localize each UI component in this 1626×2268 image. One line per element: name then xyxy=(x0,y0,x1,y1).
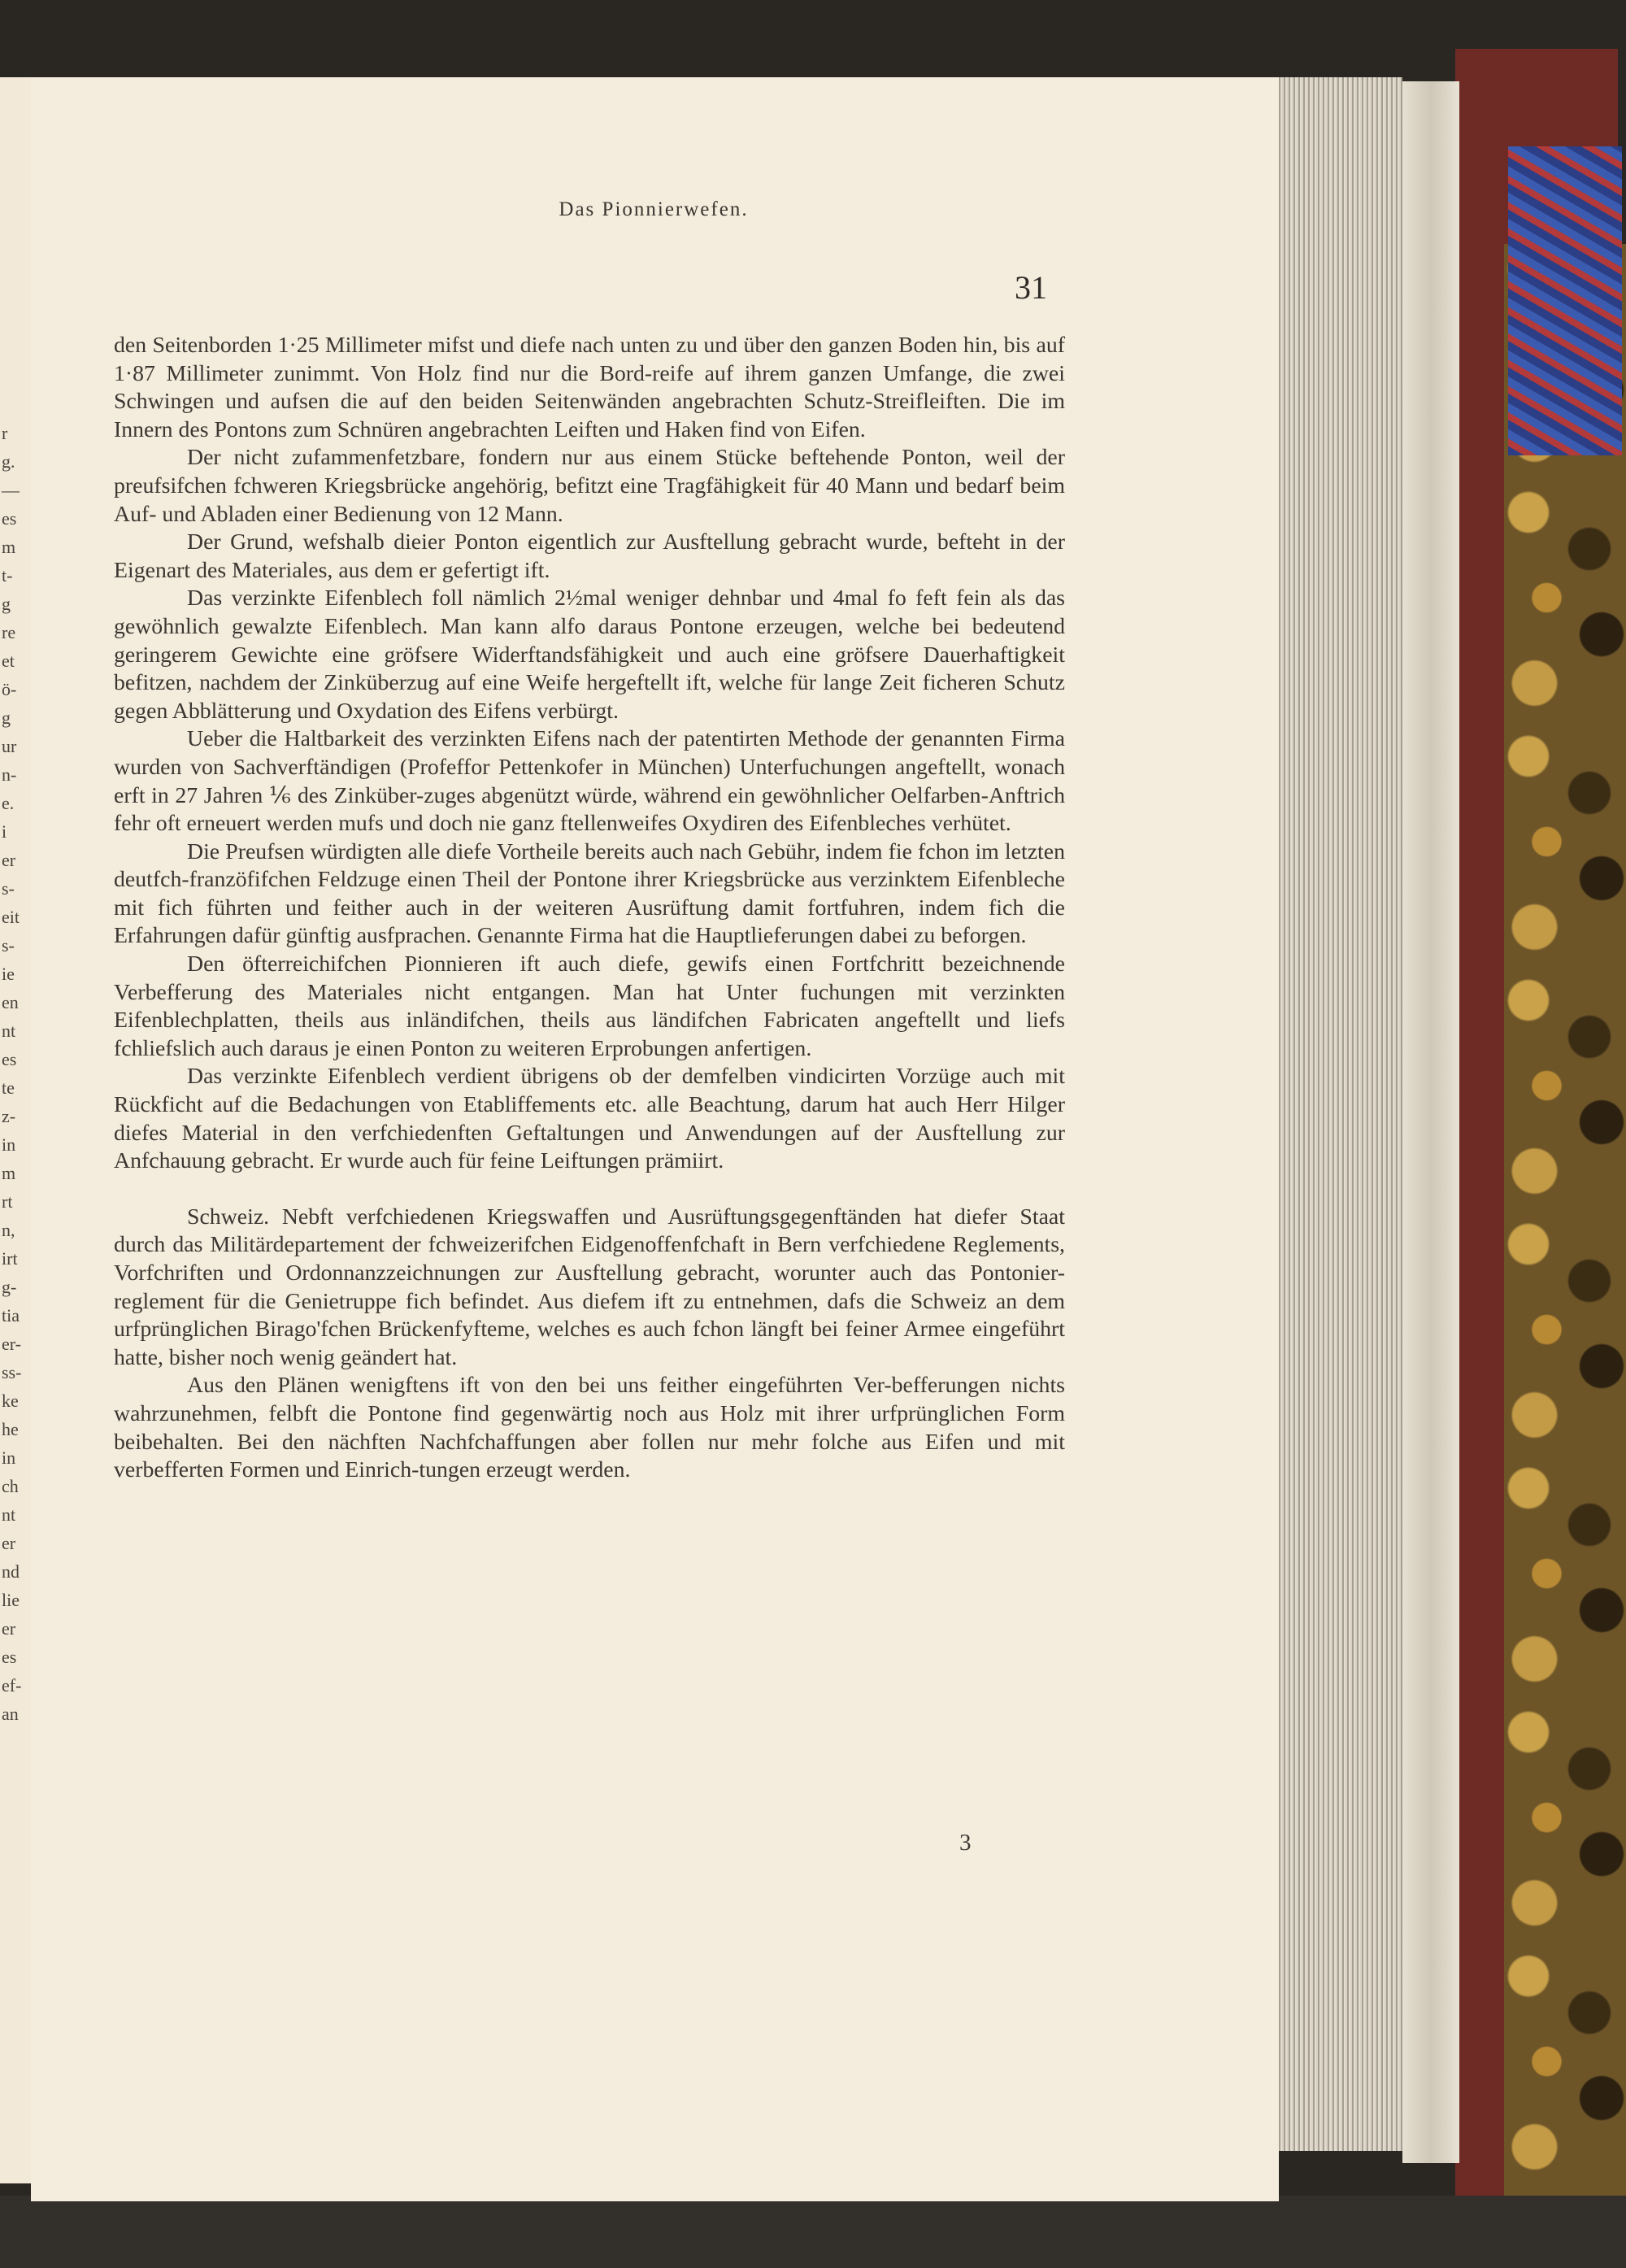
paragraph: Das verzinkte Eifenblech verdient übrigens ob der demfelben vindicirten Vorzüge auch mit Rückficht auf die Bedachungen von Etabliffements etc. alle Beachtung, darum hat auch Herr Hilger diefes Material in den verfchiedenften Geftaltungen und Anwendungen auf der Ausftellung zur Anfchauung gebracht. Er wurde auch für feine Leiftungen prämiirt. xyxy=(114,1064,1065,1174)
signature-mark: 3 xyxy=(959,1830,972,1856)
body-text xyxy=(114,332,1065,1485)
margin-fragment: er xyxy=(2,850,16,870)
page-block-end xyxy=(1402,81,1459,2163)
margin-fragment: z- xyxy=(2,1106,16,1126)
margin-fragment: lie xyxy=(2,1590,20,1610)
margin-fragment: nt xyxy=(2,1504,16,1525)
paragraph: Den öfterreichifchen Pionnieren ift auch diefe, gewifs einen Fortfchritt bezeichnende Verbefferung des Materiales nicht entgangen. Man hat Unter fuchungen mit verzinkten Eifenblechplatten, theils aus inländifchen, theils aus ländifchen Fabricaten angeftellt und liefs fchliefslich auch daraus je einen Ponton zu weiteren Erprobungen anfertigen. xyxy=(114,951,1065,1061)
left-page-sliver xyxy=(0,77,31,2183)
margin-fragment: he xyxy=(2,1419,19,1439)
margin-fragment: s- xyxy=(2,935,15,956)
page-number: 31 xyxy=(1015,269,1047,306)
margin-fragment: — xyxy=(2,480,20,500)
margin-fragment: g xyxy=(2,594,11,614)
margin-fragment: s- xyxy=(2,878,15,899)
margin-fragment: re xyxy=(2,622,16,642)
paragraph: Das verzinkte Eifenblech foll nämlich 2½mal weniger dehnbar und 4mal fo feft fein als das gewöhnlich gewalzte Eifenblech. Man kann alfo daraus Pontone erzeugen, welche bei bedeutend geringerem Gewichte eine gröfsere Widerftandsfähigkeit und auch eine gröfsere Dauerhaftigkeit befitzen, nachdem der Zinküberzug auf eine Weife hergeftellt ift, welche für lange Zeit ficheren Schutz gegen Abblätterung und Oxydation des Eifens verbürgt. xyxy=(114,586,1065,724)
marbled-endpaper xyxy=(1504,244,1626,2196)
paragraph: den Seitenborden 1·25 Millimeter mifst und diefe nach unten zu und über den ganzen Boden hin, bis auf 1·87 Millimeter zunimmt. Von Holz find nur die Bord-reife auf ihrem ganzen Umfange, die zwei Schwingen und aufsen die auf den beiden Seitenwänden angebrachten Schutz-Streifleiften. Die im Innern des Pontons zum Schnüren angebrachten Leiften und Haken find von Eifen. xyxy=(114,333,1065,442)
margin-fragment: e. xyxy=(2,793,15,813)
margin-fragment: g xyxy=(2,707,11,728)
margin-fragment: es xyxy=(2,1647,17,1667)
margin-fragment: es xyxy=(2,508,17,529)
margin-fragment: ke xyxy=(2,1391,19,1411)
margin-fragment: et xyxy=(2,651,15,671)
left-page-margin-text xyxy=(0,419,31,1728)
margin-fragment: ch xyxy=(2,1476,19,1496)
margin-fragment: ss- xyxy=(2,1362,22,1382)
margin-fragment: ö- xyxy=(2,679,17,699)
book-cover-bottom xyxy=(0,2196,1626,2268)
margin-fragment: ef- xyxy=(2,1675,22,1696)
margin-fragment: i xyxy=(2,821,7,842)
paragraph: Der nicht zufammenfetzbare, fondern nur aus einem Stücke beftehende Ponton, weil der preufsifchen fchweren Kriegsbrücke angehörig, befitzt eine Tragfähigkeit für 40 Mann und bedarf beim Auf- und Abladen einer Bedienung von 12 Mann. xyxy=(114,445,1065,527)
margin-fragment: tia xyxy=(2,1305,20,1326)
margin-fragment: en xyxy=(2,992,19,1012)
margin-fragment: er- xyxy=(2,1334,21,1354)
paragraph: Ueber die Haltbarkeit des verzinkten Eifens nach der patentirten Methode der genannten Firma wurden von Sachverftändigen (Profeffor Pettenkofer in München) Unterfuchungen angeftellt, wonach erft in 27 Jahren ⅙ des Zinküber-zuges abgenützt würde, während ein gewöhnlicher Oelfarben-Anftrich fehr oft erneuert werden mufs und doch nie ganz ftellenweifes Oxydiren des Eifenbleches verhütet. xyxy=(114,726,1065,837)
margin-fragment: irt xyxy=(2,1248,18,1269)
margin-fragment: m xyxy=(2,1163,16,1183)
margin-fragment: g- xyxy=(2,1277,17,1297)
margin-fragment: g. xyxy=(2,451,15,472)
section-paragraph: Schweiz. Nebft verfchiedenen Kriegswaffen und Ausrüftungsgegenftänden hat diefer Staat durch das Militärdepartement der fchweizerifchen Eidgenoffenfchaft in Bern verfchiedene Reglements, Vorfchriften und Ordonnanzzeichnungen zur Ausftellung gebracht, worunter auch das Pontonier-reglement für die Genietruppe fich befindet. Aus diefem ift zu entnehmen, dafs die Schweiz an dem urfprünglichen Birago'fchen Brückenfyfteme, welches es auch fchon längft bei feiner Armee eingeführt hatte, bisher noch wenig geändert hat. xyxy=(114,1204,1065,1370)
page-block-edges xyxy=(1272,77,1402,2151)
margin-fragment: rt xyxy=(2,1191,13,1212)
margin-fragment: n- xyxy=(2,764,17,785)
margin-fragment: es xyxy=(2,1049,17,1069)
margin-fragment: r xyxy=(2,423,8,443)
paragraph: Die Preufsen würdigten alle diefe Vortheile bereits auch nach Gebühr, indem fie fchon im letzten deutfch-franzöfifchen Feldzuge einen Theil der Pontone ihrer Kriegsbrücke aus verzinktem Eifenbleche mit fich führten und feither auch in der weiteren Ausrüftung damit fortfuhren, indem fich die Erfahrungen dafür günftig ausfprachen. Genannte Firma hat die Hauptlieferungen dabei zu beforgen. xyxy=(114,838,1065,949)
running-header: Das Pionnierwefen. xyxy=(559,198,749,220)
margin-fragment: ie xyxy=(2,964,15,984)
margin-fragment: nt xyxy=(2,1021,16,1041)
margin-fragment: nd xyxy=(2,1561,20,1582)
paragraph: Aus den Plänen wenigftens ift von den bei uns feither eingeführten Ver-befferungen nichts wahrzunehmen, felbft die Pontone find gegenwärtig noch aus Holz mit ihrer urfprünglichen Form beibehalten. Bei den nächften Nachfchaffungen aber follen nur mehr folche aus Eifen und mit verbefferten Formen und Einrich-tungen erzeugt werden. xyxy=(114,1373,1065,1483)
margin-fragment: n, xyxy=(2,1220,15,1240)
paragraph: Der Grund, wefshalb dieier Ponton eigentlich zur Ausftellung gebracht wurde, befteht in der Eigenart des Materiales, aus dem er gefertigt ift. xyxy=(114,529,1065,583)
margin-fragment: ur xyxy=(2,736,17,756)
marbled-endpaper-colored xyxy=(1508,146,1622,455)
margin-fragment: er xyxy=(2,1618,16,1639)
margin-fragment: eit xyxy=(2,907,20,927)
margin-fragment: in xyxy=(2,1134,16,1155)
margin-fragment: te xyxy=(2,1077,15,1098)
margin-fragment: er xyxy=(2,1533,16,1553)
margin-fragment: m xyxy=(2,537,16,557)
margin-fragment: an xyxy=(2,1704,19,1724)
margin-fragment: t- xyxy=(2,565,13,586)
margin-fragment: in xyxy=(2,1447,16,1468)
